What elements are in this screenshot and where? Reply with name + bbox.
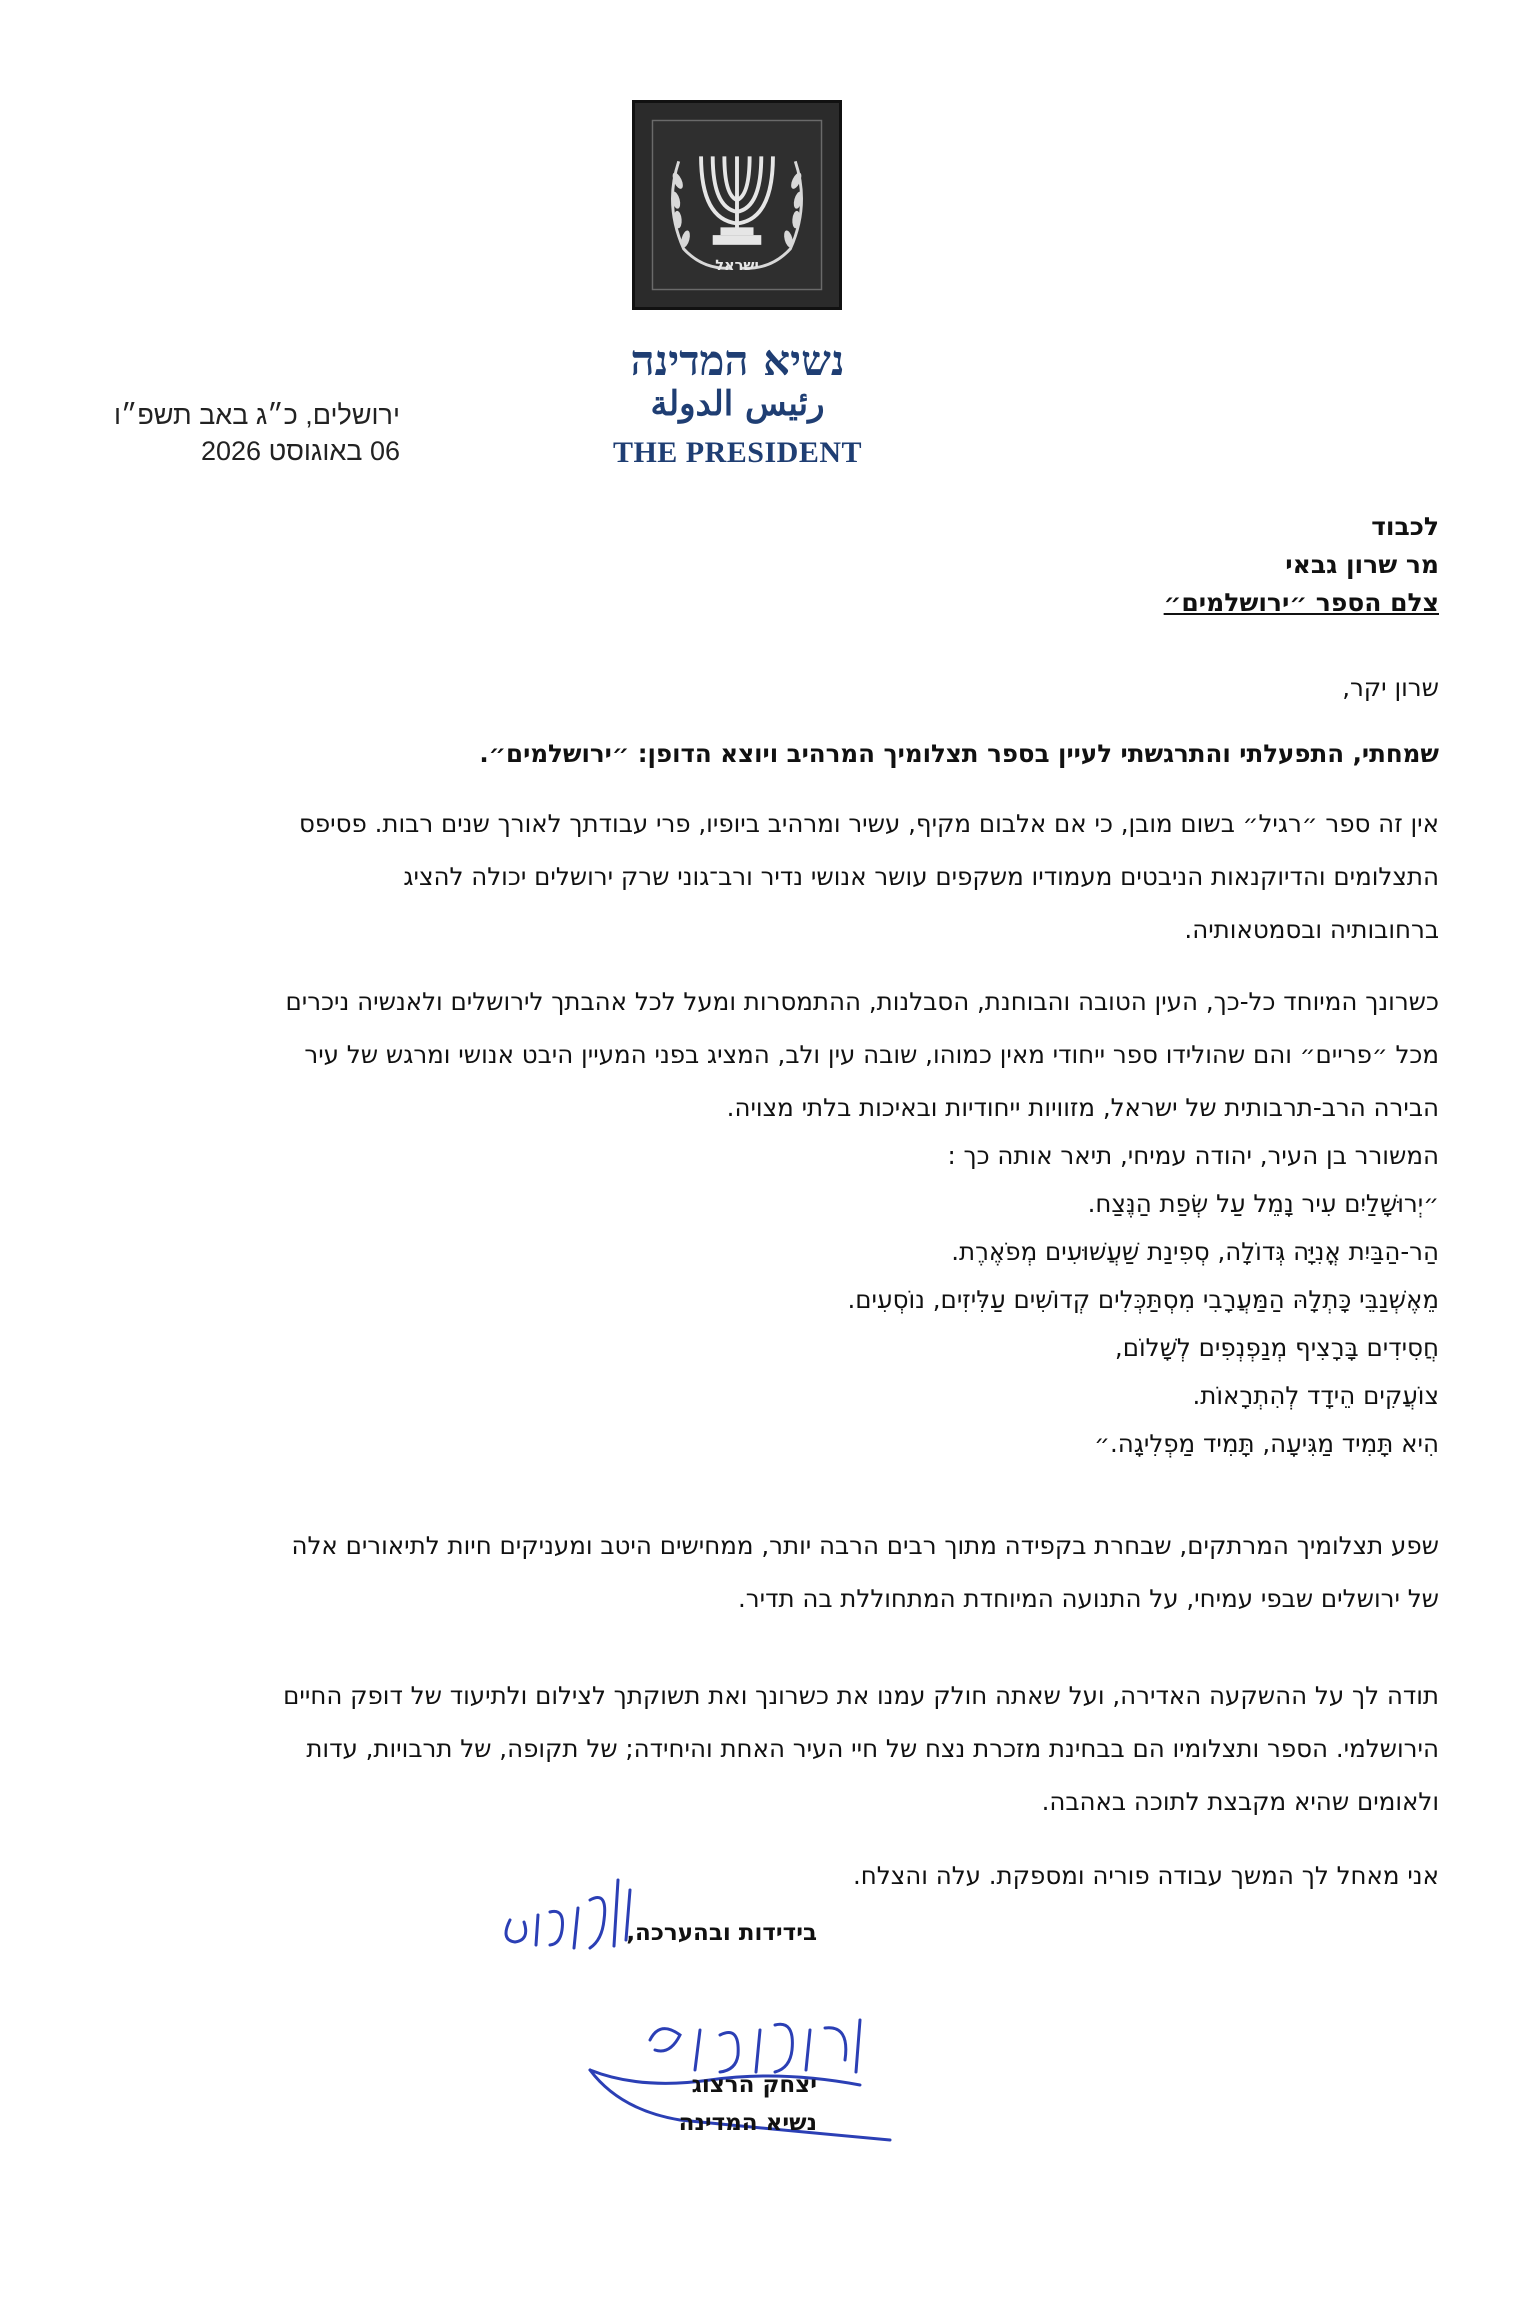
letterhead-title-arabic: رئيس الدولة	[650, 384, 825, 424]
paragraph-1-line: אין זה ספר ״רגיל״ בשום מובן, כי אם אלבום מקיף, עשיר ומרהיב ביופיו, פרי עבודתך לאורך שנים רבות. פסיפס	[298, 809, 1439, 838]
signoff: בידידות ובהערכה,	[626, 1920, 817, 1946]
paragraph-2-line: המשורר בן העיר, יהודה עמיחי, תיאר אותה כך :	[947, 1141, 1439, 1170]
paragraph-1-line: ברחובותיה ובסמטאותיה.	[1184, 915, 1439, 944]
opening-line: שמחתי, התפעלתי והתרגשתי לעיין בספר תצלומיך המרהיב ויוצא הדופן: ״ירושלמים״.	[479, 739, 1439, 768]
emblem-text: ישראל	[715, 257, 759, 275]
paragraph-2-line: מכל ״פריים״ והם שהולידו ספר ייחודי מאין כמוהו, שובה עין ולב, המציג בפני המעיין היבט אנושי ומרגש של עיר	[304, 1040, 1439, 1069]
date-hebrew: ירושלים, כ״ג באב תשפ״ו	[114, 400, 400, 430]
addressee-name: מר שרון גבאי	[1285, 550, 1439, 579]
paragraph-3-line: של ירושלים שבפי עמיחי, על התנועה המיוחדת המתחוללת בה תדיר.	[737, 1584, 1439, 1613]
signatory-name: יצחק הרצוג	[691, 2072, 817, 2098]
paragraph-4-line: הירושלמי. הספר ותצלומיו הם בבחינת מזכרת נצח של חיי העיר האחת והיחידה; של תקופה, של תרבויות, עדות	[306, 1734, 1439, 1763]
paragraph-4-line: ולאומים שהיא מקבצת לתוכה באהבה.	[1041, 1787, 1439, 1816]
state-emblem	[632, 100, 842, 310]
date-gregorian: 06 באוגוסט 2026	[200, 436, 400, 466]
paragraph-4-line: תודה לך על ההשקעה האדירה, ועל שאתה חולק עמנו את כשרונך ואת תשוקתך לצילום ולתיעוד של דופק החיים	[283, 1681, 1439, 1710]
poem-line: הִיא תָּמִיד מַגִּיעָה, תָּמִיד מַפְלִיגָה.״	[1094, 1429, 1439, 1458]
closing-wish: אני מאחל לך המשך עבודה פוריה ומספקת. עלה והצלח.	[852, 1861, 1439, 1890]
letterhead-title-hebrew: נשיא המדינה	[630, 336, 845, 385]
poem-line: ״יְרוּשָׁלַיִם עִיר נָמֵל עַל שְׂפַת הַנֶּצַח.	[1087, 1189, 1439, 1218]
poem-line: חֲסִידִים בָּרָצִיף מְנַפְנְפִים לְשָׁלוֹם,	[1114, 1333, 1439, 1362]
poem-line: צוֹעֲקִים הֵידָד לְהִתְרָאוֹת.	[1192, 1381, 1439, 1410]
signatory-title: נשיא המדינה	[678, 2110, 817, 2136]
menorah-emblem-icon	[635, 103, 839, 307]
paragraph-3-line: שפע תצלומיך המרתקים, שבחרת בקפידה מתוך רבים הרבה יותר, ממחישים היטב ומעניקים חיות לתיאורים אלה	[291, 1531, 1439, 1560]
letterhead-title-english: THE PRESIDENT	[612, 436, 863, 469]
handwritten-note	[490, 1860, 650, 1970]
addressee-role: צלם הספר ״ירושלמים״	[1163, 588, 1439, 617]
paragraph-1-line: התצלומים והדיוקנאות הניבטים מעמודיו משקפים עושר אנושי נדיר ורב־גוני שרק ירושלים יכולה להציג	[403, 862, 1439, 891]
addressee-salutation: לכבוד	[1371, 512, 1439, 541]
paragraph-2-line: כשרונך המיוחד כל-כך, העין הטובה והבוחנת, הסבלנות, ההתמסרות ומעל לכל אהבתך לירושלים ולאנשיה ניכרים	[285, 987, 1439, 1016]
poem-line: הַר-הַבַּיִת אֳנִיָּה גְּדוֹלָה, סְפִינַת שַׁעֲשׁוּעִים מְפֹאֶרֶת.	[951, 1237, 1439, 1266]
greeting: שרון יקר,	[1342, 673, 1439, 702]
paragraph-2-line: הבירה הרב-תרבותית של ישראל, מזוויות ייחודיות ובאיכות בלתי מצויה.	[726, 1093, 1439, 1122]
poem-line: מֵאֶשְׁנַבֵּי כָּתְלָהּ הַמַּעֲרָבִי מִסְתַּכְּלִים קְדוֹשִׁים עַלִּיזִים, נוֹסְעִים.	[847, 1285, 1439, 1314]
